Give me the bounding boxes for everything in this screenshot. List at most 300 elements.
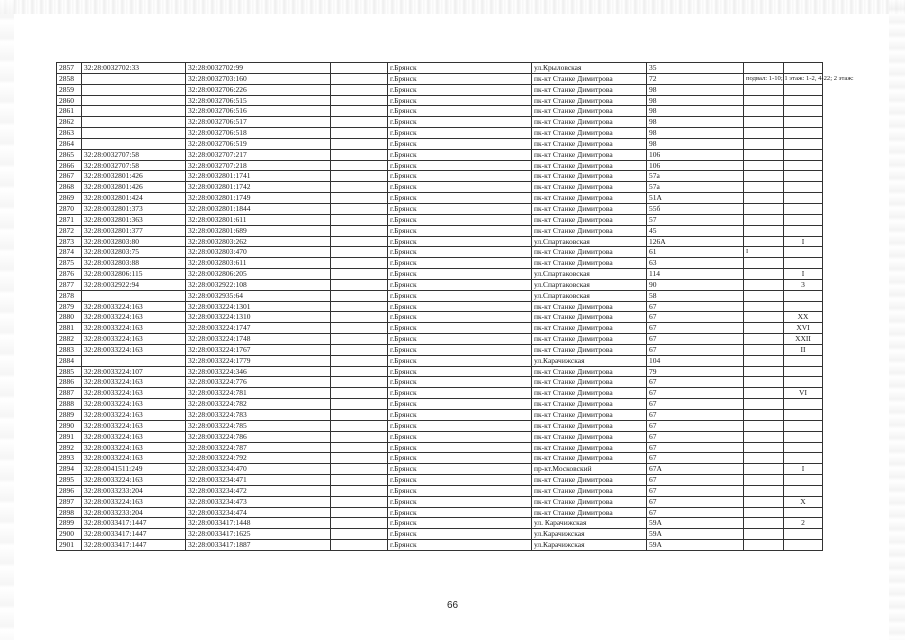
object-number: 32:28:0033234:473 xyxy=(186,496,331,507)
object-number: 32:28:0032702:99 xyxy=(186,63,331,74)
object-number: 32:28:0033224:787 xyxy=(186,442,331,453)
house-number: 114 xyxy=(647,269,744,280)
scan-noise-top xyxy=(0,0,905,14)
unit-number xyxy=(784,485,823,496)
unit-number xyxy=(784,420,823,431)
blank-cell xyxy=(331,420,388,431)
city-cell: г.Брянск xyxy=(388,160,532,171)
blank-cell xyxy=(331,160,388,171)
house-number: 67 xyxy=(647,301,744,312)
object-number: 32:28:0033417:1448 xyxy=(186,518,331,529)
house-number: 67 xyxy=(647,377,744,388)
city-cell: г.Брянск xyxy=(388,355,532,366)
parcel-number: 32:28:0032801:426 xyxy=(82,182,186,193)
parcel-number: 32:28:0032801:373 xyxy=(82,203,186,214)
blank-cell xyxy=(331,128,388,139)
city-cell: г.Брянск xyxy=(388,431,532,442)
house-number: 98 xyxy=(647,128,744,139)
blank-cell xyxy=(331,442,388,453)
unit-number xyxy=(784,117,823,128)
house-number: 67 xyxy=(647,431,744,442)
parcel-number: 32:28:0033224:163 xyxy=(82,442,186,453)
premises-note xyxy=(744,507,784,518)
street-cell: ул.Крыловская xyxy=(532,63,647,74)
house-number: 67 xyxy=(647,410,744,421)
street-cell: пк-кт Станке Димитрова xyxy=(532,334,647,345)
unit-number xyxy=(784,431,823,442)
row-number: 2872 xyxy=(57,225,82,236)
table-row xyxy=(57,269,823,280)
parcel-number xyxy=(82,138,186,149)
table-row xyxy=(57,301,823,312)
premises-note xyxy=(744,377,784,388)
street-cell: пк-кт Станке Димитрова xyxy=(532,507,647,518)
row-number: 2877 xyxy=(57,279,82,290)
row-number: 2860 xyxy=(57,95,82,106)
street-cell: пк-кт Станке Димитрова xyxy=(532,95,647,106)
city-cell: г.Брянск xyxy=(388,269,532,280)
object-number: 32:28:0033224:1301 xyxy=(186,301,331,312)
premises-note xyxy=(744,84,784,95)
parcel-number: 32:28:0032707:58 xyxy=(82,149,186,160)
street-cell: ул.Спартаковская xyxy=(532,269,647,280)
street-cell: пк-кт Станке Димитрова xyxy=(532,485,647,496)
parcel-number: 32:28:0033417:1447 xyxy=(82,529,186,540)
row-number: 2887 xyxy=(57,388,82,399)
unit-number xyxy=(784,366,823,377)
premises-note xyxy=(744,106,784,117)
scan-noise-left xyxy=(0,0,14,640)
blank-cell xyxy=(331,529,388,540)
house-number: 79 xyxy=(647,366,744,377)
parcel-number: 32:28:0033233:204 xyxy=(82,485,186,496)
blank-cell xyxy=(331,464,388,475)
city-cell: г.Брянск xyxy=(388,312,532,323)
unit-number xyxy=(784,453,823,464)
parcel-number xyxy=(82,84,186,95)
blank-cell xyxy=(331,377,388,388)
parcel-number: 32:28:0033224:163 xyxy=(82,334,186,345)
street-cell: ул.Спартаковская xyxy=(532,290,647,301)
blank-cell xyxy=(331,475,388,486)
unit-number xyxy=(784,193,823,204)
street-cell: пк-кт Станке Димитрова xyxy=(532,496,647,507)
object-number: 32:28:0033224:782 xyxy=(186,399,331,410)
parcel-number: 32:28:0033224:163 xyxy=(82,312,186,323)
street-cell: пк-кт Станке Димитрова xyxy=(532,149,647,160)
table-row xyxy=(57,485,823,496)
row-number: 2897 xyxy=(57,496,82,507)
city-cell: г.Брянск xyxy=(388,344,532,355)
unit-number xyxy=(784,399,823,410)
house-number: 98 xyxy=(647,117,744,128)
parcel-number: 32:28:0033224:163 xyxy=(82,301,186,312)
premises-note xyxy=(744,334,784,345)
object-number: 32:28:0032801:1844 xyxy=(186,203,331,214)
unit-number xyxy=(784,182,823,193)
object-number: 32:28:0032706:517 xyxy=(186,117,331,128)
object-number: 32:28:0033224:1767 xyxy=(186,344,331,355)
premises-note xyxy=(744,453,784,464)
house-number: 67 xyxy=(647,442,744,453)
row-number: 2892 xyxy=(57,442,82,453)
unit-number xyxy=(784,377,823,388)
premises-note xyxy=(744,399,784,410)
unit-number xyxy=(784,507,823,518)
row-number: 2873 xyxy=(57,236,82,247)
city-cell: г.Брянск xyxy=(388,290,532,301)
city-cell: г.Брянск xyxy=(388,442,532,453)
table-row xyxy=(57,388,823,399)
parcel-number: 32:28:0032702:33 xyxy=(82,63,186,74)
blank-cell xyxy=(331,84,388,95)
unit-number xyxy=(784,160,823,171)
object-number: 32:28:0033234:470 xyxy=(186,464,331,475)
parcel-number xyxy=(82,106,186,117)
row-number: 2861 xyxy=(57,106,82,117)
object-number: 32:28:0032707:218 xyxy=(186,160,331,171)
table-row xyxy=(57,518,823,529)
object-number: 32:28:0032706:519 xyxy=(186,138,331,149)
parcel-number: 32:28:0032803:80 xyxy=(82,236,186,247)
blank-cell xyxy=(331,73,388,84)
row-number: 2889 xyxy=(57,410,82,421)
unit-number: X xyxy=(784,496,823,507)
parcel-number: 32:28:0032801:377 xyxy=(82,225,186,236)
city-cell: г.Брянск xyxy=(388,507,532,518)
house-number: 67 xyxy=(647,496,744,507)
premises-note xyxy=(744,442,784,453)
unit-number: II xyxy=(784,344,823,355)
table-row xyxy=(57,410,823,421)
house-number: 67 xyxy=(647,420,744,431)
premises-note xyxy=(744,366,784,377)
object-number: 32:28:0033224:1748 xyxy=(186,334,331,345)
row-number: 2864 xyxy=(57,138,82,149)
unit-number xyxy=(784,128,823,139)
object-number: 32:28:0033234:474 xyxy=(186,507,331,518)
unit-number: XVI xyxy=(784,323,823,334)
parcel-number: 32:28:0032801:424 xyxy=(82,193,186,204)
parcel-number: 32:28:0032801:426 xyxy=(82,171,186,182)
unit-number xyxy=(784,301,823,312)
city-cell: г.Брянск xyxy=(388,399,532,410)
row-number: 2900 xyxy=(57,529,82,540)
table-row xyxy=(57,464,823,475)
blank-cell xyxy=(331,214,388,225)
table-row xyxy=(57,323,823,334)
city-cell: г.Брянск xyxy=(388,84,532,95)
object-number: 32:28:0033224:346 xyxy=(186,366,331,377)
row-number: 2869 xyxy=(57,193,82,204)
city-cell: г.Брянск xyxy=(388,149,532,160)
unit-number: I xyxy=(784,464,823,475)
register-body xyxy=(57,63,854,551)
blank-cell xyxy=(331,247,388,258)
city-cell: г.Брянск xyxy=(388,128,532,139)
blank-cell xyxy=(331,149,388,160)
premises-note xyxy=(744,464,784,475)
premises-note xyxy=(744,171,784,182)
street-cell: пк-кт Станке Димитрова xyxy=(532,160,647,171)
house-number: 106 xyxy=(647,149,744,160)
blank-cell xyxy=(331,518,388,529)
row-number: 2859 xyxy=(57,84,82,95)
table-row xyxy=(57,453,823,464)
house-number: 98 xyxy=(647,84,744,95)
city-cell: г.Брянск xyxy=(388,247,532,258)
premises-note xyxy=(744,117,784,128)
unit-number xyxy=(784,138,823,149)
city-cell: г.Брянск xyxy=(388,236,532,247)
row-number: 2868 xyxy=(57,182,82,193)
parcel-number xyxy=(82,355,186,366)
unit-number xyxy=(784,95,823,106)
house-number: 45 xyxy=(647,225,744,236)
premises-note xyxy=(744,279,784,290)
city-cell: г.Брянск xyxy=(388,410,532,421)
house-number: 98 xyxy=(647,95,744,106)
blank-cell xyxy=(331,540,388,551)
blank-cell xyxy=(331,269,388,280)
city-cell: г.Брянск xyxy=(388,301,532,312)
row-number: 2858 xyxy=(57,73,82,84)
unit-number xyxy=(784,355,823,366)
row-number: 2874 xyxy=(57,247,82,258)
city-cell: г.Брянск xyxy=(388,420,532,431)
street-cell: ул.Спартаковская xyxy=(532,236,647,247)
premises-note xyxy=(744,518,784,529)
premises-note xyxy=(744,95,784,106)
object-number: 32:28:0033417:1625 xyxy=(186,529,331,540)
unit-number xyxy=(784,84,823,95)
row-number: 2888 xyxy=(57,399,82,410)
row-number: 2882 xyxy=(57,334,82,345)
premises-note: I xyxy=(744,247,784,258)
blank-cell xyxy=(331,496,388,507)
table-row xyxy=(57,312,823,323)
street-cell: пк-кт Станке Димитрова xyxy=(532,193,647,204)
street-cell: пк-кт Станке Димитрова xyxy=(532,84,647,95)
parcel-number xyxy=(82,128,186,139)
street-cell: пк-кт Станке Димитрова xyxy=(532,366,647,377)
premises-note xyxy=(744,431,784,442)
blank-cell xyxy=(331,279,388,290)
table-row xyxy=(57,193,823,204)
house-number: 106 xyxy=(647,160,744,171)
row-number: 2878 xyxy=(57,290,82,301)
city-cell: г.Брянск xyxy=(388,366,532,377)
street-cell: пк-кт Станке Димитрова xyxy=(532,203,647,214)
object-number: 32:28:0032706:516 xyxy=(186,106,331,117)
city-cell: г.Брянск xyxy=(388,518,532,529)
street-cell: пк-кт Станке Димитрова xyxy=(532,377,647,388)
unit-number xyxy=(784,225,823,236)
premises-note xyxy=(744,160,784,171)
premises-note xyxy=(744,485,784,496)
blank-cell xyxy=(331,225,388,236)
street-cell: пк-кт Станке Димитрова xyxy=(532,258,647,269)
table-row xyxy=(57,225,823,236)
house-number: 98 xyxy=(647,106,744,117)
object-number: 32:28:0033224:781 xyxy=(186,388,331,399)
house-number: 72 xyxy=(647,73,744,84)
unit-number xyxy=(784,203,823,214)
unit-number: 3 xyxy=(784,279,823,290)
table-row xyxy=(57,442,823,453)
unit-number: I xyxy=(784,236,823,247)
row-number: 2865 xyxy=(57,149,82,160)
row-number: 2879 xyxy=(57,301,82,312)
unit-number xyxy=(784,106,823,117)
parcel-number: 32:28:0033224:163 xyxy=(82,420,186,431)
blank-cell xyxy=(331,507,388,518)
table-row xyxy=(57,529,823,540)
parcel-number: 32:28:0033224:163 xyxy=(82,388,186,399)
parcel-number: 32:28:0033224:163 xyxy=(82,377,186,388)
street-cell: ул.Спартаковская xyxy=(532,279,647,290)
blank-cell xyxy=(331,290,388,301)
street-cell: пк-кт Станке Димитрова xyxy=(532,73,647,84)
object-number: 32:28:0032801:611 xyxy=(186,214,331,225)
object-number: 32:28:0033224:786 xyxy=(186,431,331,442)
city-cell: г.Брянск xyxy=(388,540,532,551)
city-cell: г.Брянск xyxy=(388,182,532,193)
premises-note xyxy=(744,529,784,540)
object-number: 32:28:0032706:515 xyxy=(186,95,331,106)
house-number: 126А xyxy=(647,236,744,247)
city-cell: г.Брянск xyxy=(388,377,532,388)
city-cell: г.Брянск xyxy=(388,214,532,225)
object-number: 32:28:0033234:472 xyxy=(186,485,331,496)
house-number: 67А xyxy=(647,464,744,475)
object-number: 32:28:0033234:471 xyxy=(186,475,331,486)
table-row xyxy=(57,84,823,95)
object-number: 32:28:0032707:217 xyxy=(186,149,331,160)
object-number: 32:28:0032706:226 xyxy=(186,84,331,95)
street-cell: пк-кт Станке Димитрова xyxy=(532,431,647,442)
city-cell: г.Брянск xyxy=(388,475,532,486)
blank-cell xyxy=(331,138,388,149)
unit-number xyxy=(784,214,823,225)
row-number: 2866 xyxy=(57,160,82,171)
table-row xyxy=(57,258,823,269)
object-number: 32:28:0032703:160 xyxy=(186,73,331,84)
street-cell: ул.Карачижская xyxy=(532,540,647,551)
blank-cell xyxy=(331,485,388,496)
street-cell: пк-кт Станке Димитрова xyxy=(532,171,647,182)
object-number: 32:28:0032706:518 xyxy=(186,128,331,139)
table-row xyxy=(57,540,823,551)
table-row xyxy=(57,334,823,345)
table-row xyxy=(57,182,823,193)
street-cell: пк-кт Станке Димитрова xyxy=(532,117,647,128)
city-cell: г.Брянск xyxy=(388,138,532,149)
street-cell: пк-кт Станке Димитрова xyxy=(532,128,647,139)
house-number: 67 xyxy=(647,475,744,486)
unit-number: VI xyxy=(784,388,823,399)
city-cell: г.Брянск xyxy=(388,193,532,204)
unit-number xyxy=(784,63,823,74)
parcel-number: 32:28:0032707:58 xyxy=(82,160,186,171)
table-row xyxy=(57,366,823,377)
unit-number xyxy=(784,247,823,258)
row-number: 2899 xyxy=(57,518,82,529)
parcel-number: 32:28:0033224:163 xyxy=(82,323,186,334)
house-number: 57а xyxy=(647,171,744,182)
house-number: 104 xyxy=(647,355,744,366)
premises-note xyxy=(744,290,784,301)
parcel-number: 32:28:0032803:88 xyxy=(82,258,186,269)
parcel-number: 32:28:0032801:363 xyxy=(82,214,186,225)
table-row xyxy=(57,128,823,139)
parcel-number: 32:28:0033224:163 xyxy=(82,496,186,507)
blank-cell xyxy=(331,366,388,377)
table-row xyxy=(57,117,823,128)
table-row xyxy=(57,236,823,247)
premises-note xyxy=(744,63,784,74)
street-cell: пк-кт Станке Димитрова xyxy=(532,453,647,464)
row-number: 2891 xyxy=(57,431,82,442)
parcel-number: 32:28:0033224:163 xyxy=(82,431,186,442)
city-cell: г.Брянск xyxy=(388,63,532,74)
blank-cell xyxy=(331,171,388,182)
object-number: 32:28:0032803:262 xyxy=(186,236,331,247)
blank-cell xyxy=(331,301,388,312)
street-cell: пк-кт Станке Димитрова xyxy=(532,442,647,453)
premises-note xyxy=(744,312,784,323)
object-number: 32:28:0032806:205 xyxy=(186,269,331,280)
unit-number xyxy=(784,475,823,486)
row-number: 2857 xyxy=(57,63,82,74)
premises-note xyxy=(744,269,784,280)
table-row xyxy=(57,73,823,84)
row-number: 2863 xyxy=(57,128,82,139)
premises-note xyxy=(744,496,784,507)
parcel-number xyxy=(82,117,186,128)
house-number: 67 xyxy=(647,323,744,334)
street-cell: пк-кт Станке Димитрова xyxy=(532,214,647,225)
house-number: 57а xyxy=(647,182,744,193)
street-cell: пк-кт Станке Димитрова xyxy=(532,410,647,421)
object-number: 32:28:0032801:1741 xyxy=(186,171,331,182)
city-cell: г.Брянск xyxy=(388,388,532,399)
blank-cell xyxy=(331,193,388,204)
table-row xyxy=(57,475,823,486)
blank-cell xyxy=(331,388,388,399)
object-number: 32:28:0033417:1887 xyxy=(186,540,331,551)
street-cell: пк-кт Станке Димитрова xyxy=(532,138,647,149)
city-cell: г.Брянск xyxy=(388,529,532,540)
blank-cell xyxy=(331,410,388,421)
blank-cell xyxy=(331,312,388,323)
unit-number xyxy=(784,171,823,182)
premises-note xyxy=(744,540,784,551)
table-row xyxy=(57,344,823,355)
house-number: 63 xyxy=(647,258,744,269)
row-number: 2881 xyxy=(57,323,82,334)
house-number: 67 xyxy=(647,334,744,345)
blank-cell xyxy=(331,106,388,117)
unit-number: I xyxy=(784,269,823,280)
street-cell: ул.Карачижская xyxy=(532,355,647,366)
parcel-number xyxy=(82,95,186,106)
row-number: 2870 xyxy=(57,203,82,214)
table-row xyxy=(57,203,823,214)
city-cell: г.Брянск xyxy=(388,453,532,464)
unit-number: XXII xyxy=(784,334,823,345)
premises-note xyxy=(744,258,784,269)
